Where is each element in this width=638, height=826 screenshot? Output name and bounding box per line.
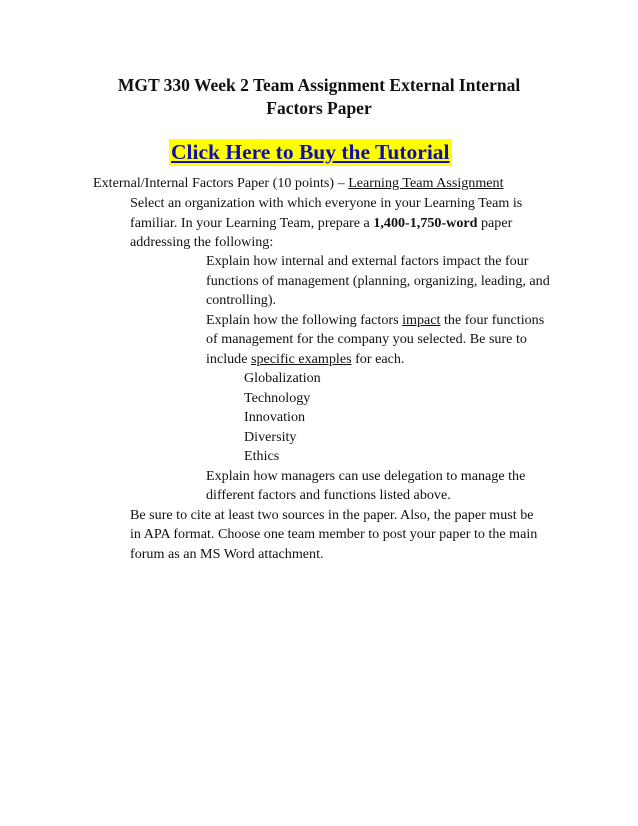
closing-line-1: Be sure to cite at least two sources in the paper. Also, the paper must be (130, 507, 534, 523)
closing-line-2: in APA format. Choose one team member to post your paper to the main (130, 526, 538, 542)
factor-item: Globalization (244, 370, 321, 386)
learning-team-assignment-link[interactable]: Learning Team Assignment (348, 175, 504, 191)
impact-link[interactable]: impact (402, 312, 441, 328)
task-1-line-3: controlling). (206, 292, 277, 308)
task-3-line-2: different factors and functions listed above. (206, 487, 451, 503)
task-1-line-2: functions of management (planning, organizing, leading, and (206, 273, 550, 289)
factor-item: Ethics (244, 448, 280, 464)
title-line-1: MGT 330 Week 2 Team Assignment External Internal (117, 75, 521, 95)
closing-line-3: forum as an MS Word attachment. (130, 546, 324, 562)
assignment-heading: External/Internal Factors Paper (10 points) – Learning Team Assignment (93, 175, 504, 191)
title-line-2: Factors Paper (266, 98, 372, 118)
factor-item: Diversity (244, 429, 297, 445)
document-title (95, 74, 543, 120)
task-1-line-1: Explain how internal and external factors impact the four (206, 253, 529, 269)
factor-item: Technology (244, 390, 311, 406)
intro-line-2: familiar. In your Learning Team, prepare a 1,400-1,750-word paper (130, 215, 513, 231)
specific-examples-link[interactable]: specific examples (251, 351, 352, 367)
task-2-line-1: Explain how the following factors impact the four functions (206, 312, 545, 328)
task-3-line-1: Explain how managers can use delegation to manage the (206, 468, 526, 484)
task-2-line-2: of management for the company you selected. Be sure to (206, 331, 527, 347)
word-count: 1,400-1,750-word (373, 215, 478, 231)
factor-item: Innovation (244, 409, 306, 425)
buy-tutorial-link[interactable]: Click Here to Buy the Tutorial (171, 140, 450, 164)
intro-line-1: Select an organization with which everyone in your Learning Team is (130, 195, 523, 211)
task-2-line-3: include specific examples for each. (206, 351, 405, 367)
intro-line-3: addressing the following: (130, 234, 274, 250)
